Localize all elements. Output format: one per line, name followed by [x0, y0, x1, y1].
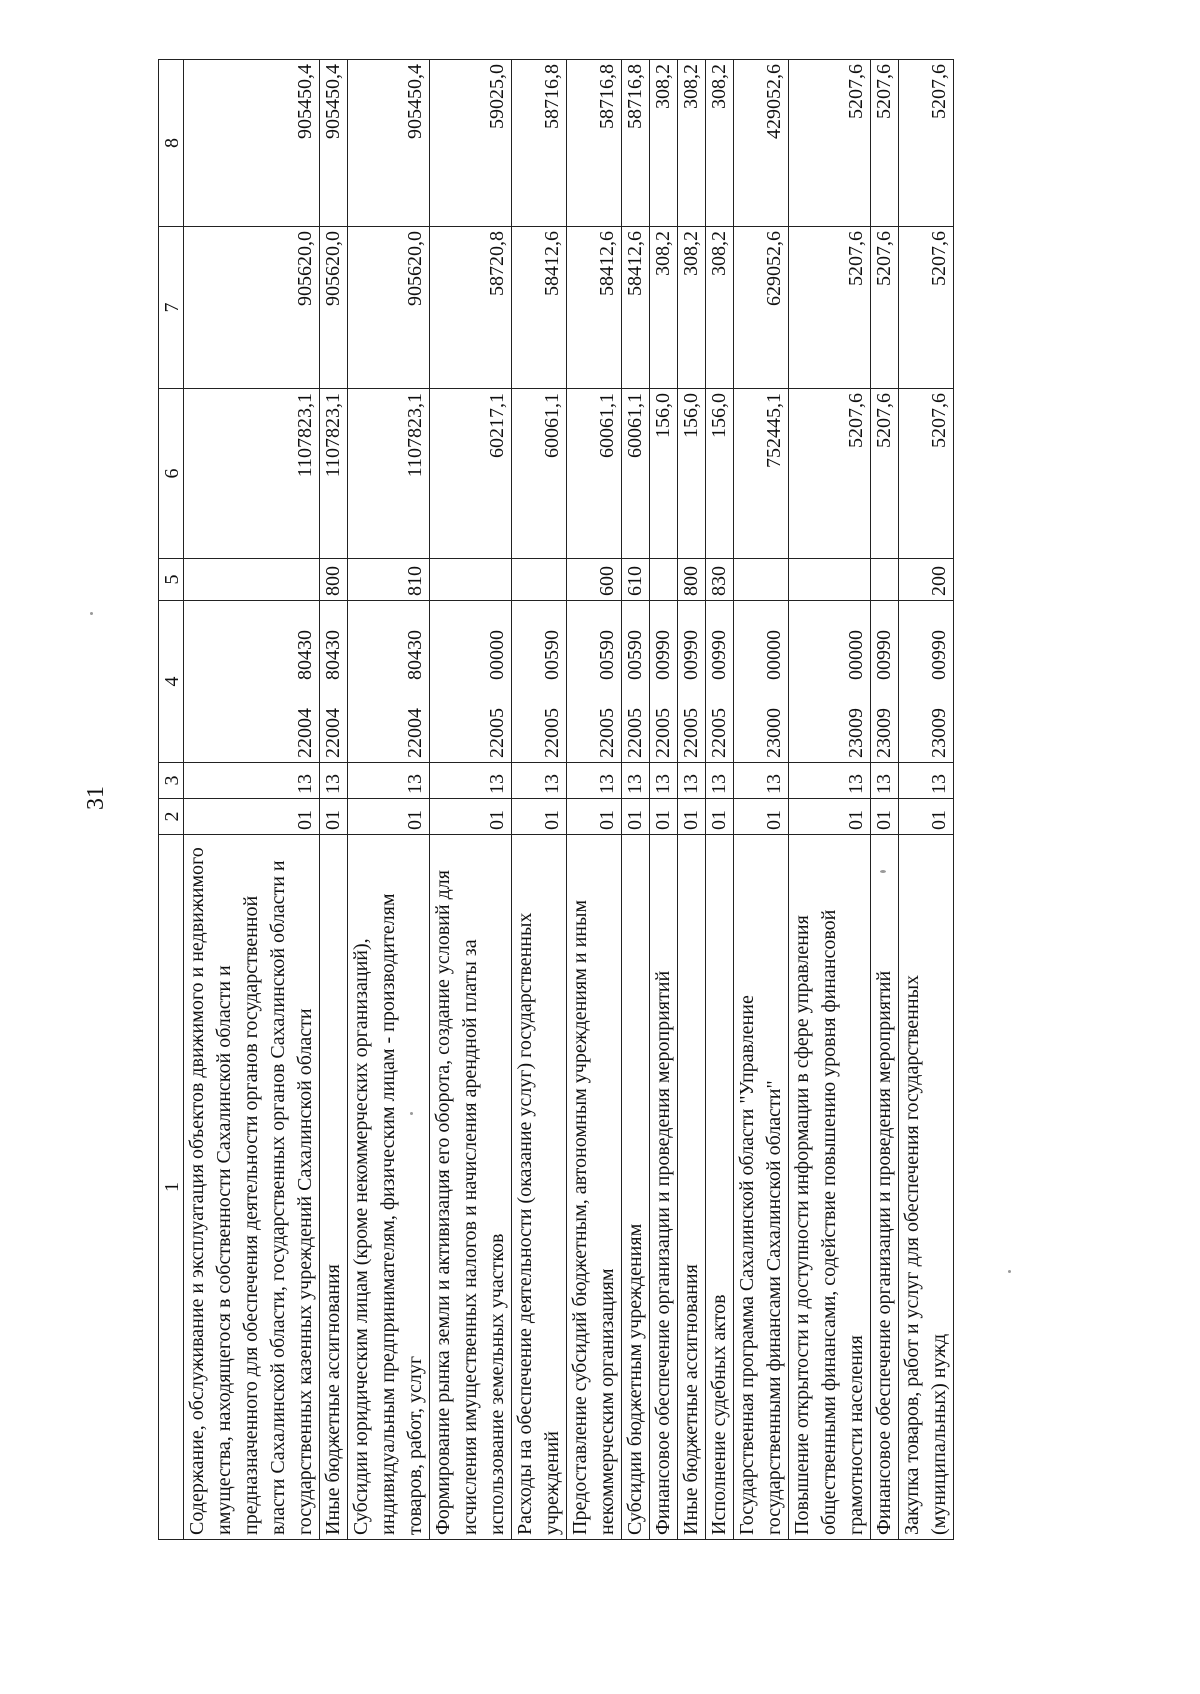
table-row	[184, 60, 320, 1540]
direction-code: 00590	[541, 630, 563, 680]
row-value-col6: 1107823,1	[348, 389, 430, 559]
row-name: Государственная программа Сахалинской области "Управление государственными финансами Сахалинской области"	[734, 835, 789, 1540]
row-section: 01	[678, 799, 706, 835]
row-value-col7: 58412,6	[512, 227, 567, 389]
program-code: 23000	[763, 708, 785, 758]
row-expense-type	[512, 559, 567, 601]
row-name: Формирование рынка земли и активизация его оборота, создание условий для исчисления имущественных налогов и начисления арендной платы за использование земельных участков	[430, 835, 512, 1540]
table-body	[184, 60, 954, 1540]
row-value-col6: 1107823,1	[320, 389, 348, 559]
program-code: 22005	[486, 708, 508, 758]
row-section: 01	[348, 799, 430, 835]
direction-code: 00990	[680, 630, 702, 680]
row-value-col7: 58720,8	[430, 227, 512, 389]
row-name: Иные бюджетные ассигнования	[320, 835, 348, 1540]
row-name: Предоставление субсидий бюджетным, автономным учреждениям и иным некоммерческим организациям	[567, 835, 622, 1540]
row-section: 01	[512, 799, 567, 835]
row-section: 01	[622, 799, 650, 835]
direction-code: 00590	[596, 630, 618, 680]
direction-code: 00000	[763, 630, 785, 680]
row-value-col8: 58716,8	[622, 60, 650, 227]
header-col-1: 1	[159, 835, 184, 1540]
budget-table	[158, 59, 954, 1540]
row-subsection: 13	[348, 763, 430, 799]
row-target-article	[320, 601, 348, 763]
program-code: 23009	[873, 708, 895, 758]
table-row	[706, 60, 734, 1540]
row-value-col8: 59025,0	[430, 60, 512, 227]
row-section: 01	[789, 799, 871, 835]
table-row	[678, 60, 706, 1540]
row-expense-type	[430, 559, 512, 601]
row-value-col8: 905450,4	[184, 60, 320, 227]
row-subsection: 13	[734, 763, 789, 799]
row-target-article	[348, 601, 430, 763]
row-value-col8: 5207,6	[871, 60, 899, 227]
row-expense-type: 800	[320, 559, 348, 601]
row-value-col6: 5207,6	[899, 389, 954, 559]
row-name: Содержание, обслуживание и эксплуатация объектов движимого и недвижимого имущества, находящегося в собственности Сахалинской области и предназначенного для обеспечения деятельности органов государственной власти Сахалинской области, государственных органов Сахалинской области и государственных казенных учреждений Сахалинской области	[184, 835, 320, 1540]
row-subsection: 13	[320, 763, 348, 799]
row-name: Повышение открытости и доступности информации в сфере управления общественными финансами, содействие повышению уровня финансовой грамотности населения	[789, 835, 871, 1540]
row-value-col8: 905450,4	[320, 60, 348, 227]
row-target-article	[706, 601, 734, 763]
row-section: 01	[320, 799, 348, 835]
program-code: 22005	[624, 708, 646, 758]
row-value-col6: 752445,1	[734, 389, 789, 559]
row-target-article	[430, 601, 512, 763]
direction-code: 00990	[928, 630, 950, 680]
row-expense-type: 610	[622, 559, 650, 601]
table-row	[650, 60, 678, 1540]
row-target-article	[734, 601, 789, 763]
row-section: 01	[430, 799, 512, 835]
direction-code: 80430	[294, 630, 316, 680]
row-name: Финансовое обеспечение организации и проведения мероприятий	[871, 835, 899, 1540]
program-code: 22004	[404, 708, 426, 758]
row-subsection: 13	[567, 763, 622, 799]
row-value-col8: 5207,6	[899, 60, 954, 227]
row-value-col7: 905620,0	[184, 227, 320, 389]
direction-code: 00990	[652, 630, 674, 680]
row-subsection: 13	[650, 763, 678, 799]
program-code: 22004	[322, 708, 344, 758]
row-value-col6: 60061,1	[622, 389, 650, 559]
table-row	[320, 60, 348, 1540]
direction-code: 80430	[404, 630, 426, 680]
header-col-5: 5	[159, 559, 184, 601]
row-section: 01	[734, 799, 789, 835]
row-expense-type: 830	[706, 559, 734, 601]
row-value-col8: 58716,8	[512, 60, 567, 227]
program-code: 22005	[680, 708, 702, 758]
budget-table-sheet	[158, 60, 1101, 1540]
row-target-article	[184, 601, 320, 763]
row-subsection: 13	[512, 763, 567, 799]
row-name: Субсидии юридическим лицам (кроме некоммерческих организаций), индивидуальным предпринимателям, физическим лицам - производителям товаров, работ, услуг	[348, 835, 430, 1540]
row-section: 01	[650, 799, 678, 835]
direction-code: 00990	[708, 630, 730, 680]
row-value-col8: 429052,6	[734, 60, 789, 227]
row-name: Субсидии бюджетным учреждениям	[622, 835, 650, 1540]
row-value-col7: 5207,6	[899, 227, 954, 389]
program-code: 22005	[596, 708, 618, 758]
row-value-col6: 5207,6	[871, 389, 899, 559]
row-expense-type	[734, 559, 789, 601]
row-name: Исполнение судебных актов	[706, 835, 734, 1540]
row-expense-type: 800	[678, 559, 706, 601]
row-value-col8: 5207,6	[789, 60, 871, 227]
header-row	[159, 60, 184, 1540]
program-code: 22005	[541, 708, 563, 758]
row-expense-type: 600	[567, 559, 622, 601]
row-name: Расходы на обеспечение деятельности (оказание услуг) государственных учреждений	[512, 835, 567, 1540]
row-section: 01	[567, 799, 622, 835]
row-value-col7: 629052,6	[734, 227, 789, 389]
table-row	[734, 60, 789, 1540]
header-col-7: 7	[159, 227, 184, 389]
row-section: 01	[706, 799, 734, 835]
direction-code: 00000	[845, 630, 867, 680]
row-expense-type	[789, 559, 871, 601]
table-row	[567, 60, 622, 1540]
row-value-col6: 60061,1	[512, 389, 567, 559]
table-row	[430, 60, 512, 1540]
row-subsection: 13	[706, 763, 734, 799]
row-value-col6: 60217,1	[430, 389, 512, 559]
program-code: 22004	[294, 708, 316, 758]
row-section: 01	[184, 799, 320, 835]
row-target-article	[622, 601, 650, 763]
table-row	[789, 60, 871, 1540]
program-code: 22005	[708, 708, 730, 758]
row-section: 01	[871, 799, 899, 835]
row-value-col7: 905620,0	[320, 227, 348, 389]
header-col-4: 4	[159, 601, 184, 763]
row-expense-type: 810	[348, 559, 430, 601]
table-row	[899, 60, 954, 1540]
row-section: 01	[899, 799, 954, 835]
row-subsection: 13	[789, 763, 871, 799]
program-code: 23009	[928, 708, 950, 758]
program-code: 22005	[652, 708, 674, 758]
header-col-8: 8	[159, 60, 184, 227]
row-name: Финансовое обеспечение организации и проведения мероприятий	[650, 835, 678, 1540]
row-value-col8: 308,2	[650, 60, 678, 227]
table-row	[512, 60, 567, 1540]
row-target-article	[789, 601, 871, 763]
row-expense-type	[871, 559, 899, 601]
page-number: 31	[83, 786, 109, 810]
row-value-col6: 156,0	[678, 389, 706, 559]
row-value-col7: 5207,6	[789, 227, 871, 389]
row-value-col7: 308,2	[706, 227, 734, 389]
row-subsection: 13	[430, 763, 512, 799]
row-value-col7: 905620,0	[348, 227, 430, 389]
row-value-col7: 58412,6	[622, 227, 650, 389]
row-expense-type	[650, 559, 678, 601]
row-value-col8: 905450,4	[348, 60, 430, 227]
direction-code: 00000	[486, 630, 508, 680]
table-row	[871, 60, 899, 1540]
row-expense-type	[184, 559, 320, 601]
row-subsection: 13	[184, 763, 320, 799]
row-subsection: 13	[678, 763, 706, 799]
row-value-col6: 156,0	[706, 389, 734, 559]
row-value-col7: 58412,6	[567, 227, 622, 389]
row-expense-type: 200	[899, 559, 954, 601]
row-value-col7: 308,2	[678, 227, 706, 389]
row-value-col7: 308,2	[650, 227, 678, 389]
row-value-col8: 308,2	[706, 60, 734, 227]
header-col-2: 2	[159, 799, 184, 835]
row-name: Закупка товаров, работ и услуг для обеспечения государственных (муниципальных) нужд	[899, 835, 954, 1540]
direction-code: 00990	[873, 630, 895, 680]
table-row	[348, 60, 430, 1540]
row-value-col8: 308,2	[678, 60, 706, 227]
table-row	[622, 60, 650, 1540]
row-subsection: 13	[899, 763, 954, 799]
row-subsection: 13	[871, 763, 899, 799]
row-value-col6: 1107823,1	[184, 389, 320, 559]
header-col-3: 3	[159, 763, 184, 799]
header-col-6: 6	[159, 389, 184, 559]
row-name: Иные бюджетные ассигнования	[678, 835, 706, 1540]
row-value-col8: 58716,8	[567, 60, 622, 227]
direction-code: 00590	[624, 630, 646, 680]
row-value-col7: 5207,6	[871, 227, 899, 389]
direction-code: 80430	[322, 630, 344, 680]
row-target-article	[871, 601, 899, 763]
program-code: 23009	[845, 708, 867, 758]
row-value-col6: 5207,6	[789, 389, 871, 559]
row-subsection: 13	[622, 763, 650, 799]
row-value-col6: 156,0	[650, 389, 678, 559]
row-target-article	[512, 601, 567, 763]
row-target-article	[899, 601, 954, 763]
row-target-article	[678, 601, 706, 763]
row-target-article	[567, 601, 622, 763]
row-value-col6: 60061,1	[567, 389, 622, 559]
row-target-article	[650, 601, 678, 763]
